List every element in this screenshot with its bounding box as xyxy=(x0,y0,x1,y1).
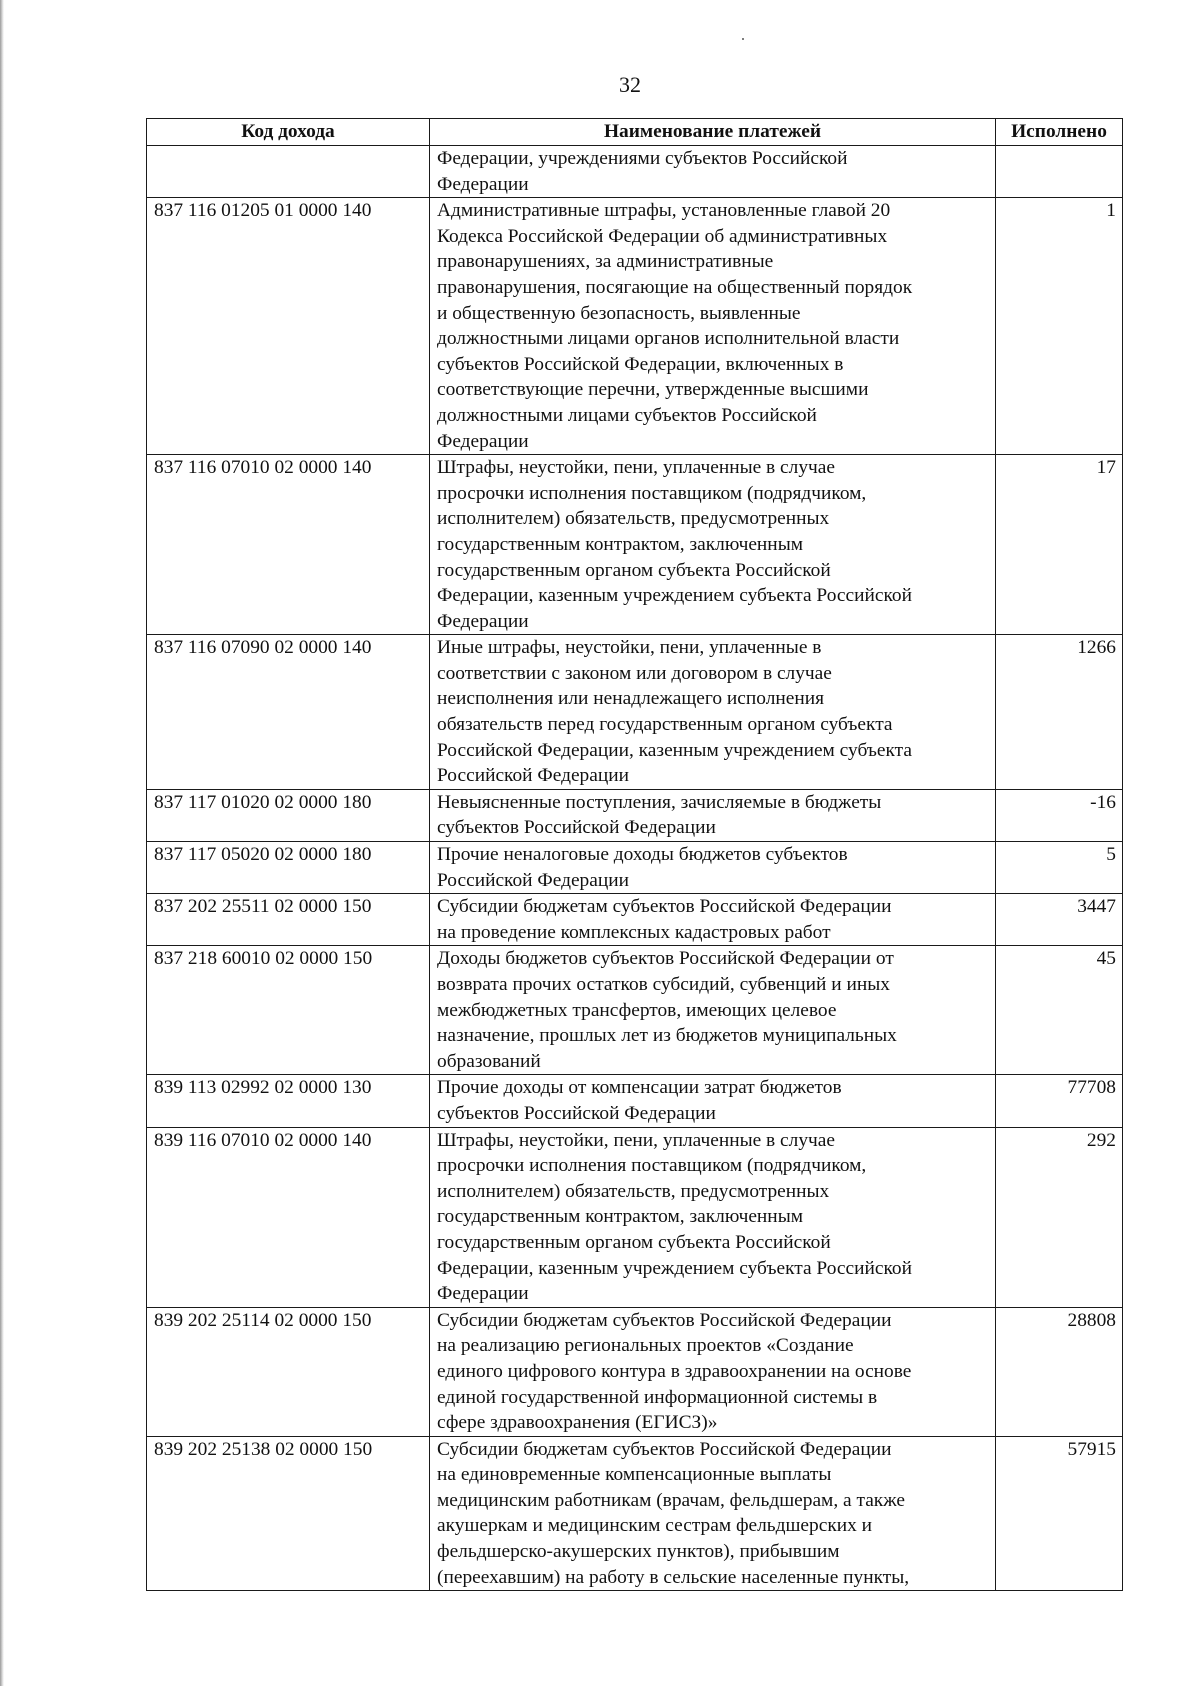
payment-name-line: медицинским работникам (врачам, фельдшерам, а также xyxy=(437,1489,905,1511)
executed-amount-cell: 1266 xyxy=(996,635,1123,790)
payment-name-line: соответствии с законом или договором в случае xyxy=(437,662,832,684)
payment-name-line: Прочие доходы от компенсации затрат бюджетов xyxy=(437,1077,842,1099)
table-header xyxy=(147,119,1123,146)
payment-name-line: субъектов Российской Федерации xyxy=(437,1102,716,1124)
payment-name-line: Субсидии бюджетам субъектов Российской Федерации xyxy=(437,1309,892,1331)
table-body xyxy=(147,146,1123,1591)
payment-name-line: государственным органом субъекта Российской xyxy=(437,1231,831,1253)
payment-name-line: Федерации, учреждениями субъектов Российской xyxy=(437,148,848,169)
payment-name-line: соответствующие перечни, утвержденные высшими xyxy=(437,379,869,401)
executed-amount-cell: 28808 xyxy=(996,1307,1123,1436)
payment-name-line: Федерации xyxy=(437,610,529,632)
payment-name-line: Российской Федерации xyxy=(437,869,629,891)
payment-name-cell xyxy=(430,146,996,198)
table-row xyxy=(147,635,1123,790)
payment-name-cell xyxy=(430,1127,996,1307)
payment-name-cell xyxy=(430,1307,996,1436)
payment-name-cell xyxy=(430,894,996,946)
executed-amount-cell: 77708 xyxy=(996,1075,1123,1127)
payment-name-line: Иные штрафы, неустойки, пени, уплаченные в xyxy=(437,637,822,659)
revenue-code-cell: 837 117 01020 02 0000 180 xyxy=(147,789,430,841)
table-row xyxy=(147,198,1123,455)
executed-amount-cell: 1 xyxy=(996,198,1123,455)
payment-name-line: Кодекса Российской Федерации об административных xyxy=(437,225,888,247)
page-number: 32 xyxy=(619,72,641,97)
payment-name-line: Штрафы, неустойки, пени, уплаченные в случае xyxy=(437,1129,835,1151)
payment-name-line: Субсидии бюджетам субъектов Российской Федерации xyxy=(437,1438,892,1460)
payment-name-line: субъектов Российской Федерации xyxy=(437,817,716,839)
payment-name-line: государственным органом субъекта Российской xyxy=(437,559,831,581)
payment-name-line: единой государственной информационной системы в xyxy=(437,1386,878,1408)
executed-amount-cell: 17 xyxy=(996,455,1123,635)
payment-name-line: исполнителем) обязательств, предусмотренных xyxy=(437,1180,830,1202)
payment-name-line: исполнителем) обязательств, предусмотренных xyxy=(437,508,830,530)
revenue-code-cell: 839 202 25138 02 0000 150 xyxy=(147,1436,430,1591)
executed-amount-cell: -16 xyxy=(996,789,1123,841)
executed-amount-cell xyxy=(996,146,1123,198)
payment-name-line: на проведение комплексных кадастровых работ xyxy=(437,921,831,943)
payment-name-line: Федерации, казенным учреждением субъекта Российской xyxy=(437,585,912,607)
table-row xyxy=(147,1075,1123,1127)
table-row xyxy=(147,842,1123,894)
payment-name-line: Федерации, казенным учреждением субъекта Российской xyxy=(437,1257,912,1279)
payment-name-cell xyxy=(430,842,996,894)
payment-name-cell xyxy=(430,455,996,635)
payment-name-cell xyxy=(430,789,996,841)
revenue-code-cell: 837 218 60010 02 0000 150 xyxy=(147,946,430,1075)
executed-amount-cell: 5 xyxy=(996,842,1123,894)
payment-name-line: субъектов Российской Федерации, включенных в xyxy=(437,353,844,375)
revenue-code-cell: 837 117 05020 02 0000 180 xyxy=(147,842,430,894)
payment-name-line: (переехавшим) на работу в сельские населенные пункты, xyxy=(437,1566,910,1588)
payment-name-cell xyxy=(430,1436,996,1591)
payment-name-line: Федерации xyxy=(437,1283,529,1305)
executed-amount-cell: 45 xyxy=(996,946,1123,1075)
table-row xyxy=(147,455,1123,635)
executed-amount-cell: 292 xyxy=(996,1127,1123,1307)
payment-name-line: акушеркам и медицинским сестрам фельдшерских и xyxy=(437,1515,873,1537)
payment-name-line: обязательств перед государственным органом субъекта xyxy=(437,714,893,736)
revenue-code-cell: 837 116 07090 02 0000 140 xyxy=(147,635,430,790)
payment-name-line: неисполнения или ненадлежащего исполнения xyxy=(437,688,825,710)
payment-name-line: сфере здравоохранения (ЕГИСЗ)» xyxy=(437,1412,718,1434)
payment-name-line: на единовременные компенсационные выплаты xyxy=(437,1464,832,1486)
payment-name-line: Федерации xyxy=(437,173,529,195)
table-row xyxy=(147,789,1123,841)
table-row xyxy=(147,1436,1123,1591)
executed-amount-cell: 57915 xyxy=(996,1436,1123,1591)
payment-name-line: просрочки исполнения поставщиком (подрядчиком, xyxy=(437,1155,867,1177)
executed-amount-cell: 3447 xyxy=(996,894,1123,946)
payment-name-line: единого цифрового контура в здравоохранении на основе xyxy=(437,1360,912,1382)
payment-name-line: фельдшерско-акушерских пунктов), прибывшим xyxy=(437,1541,840,1563)
scan-speck xyxy=(742,38,744,40)
payment-name-line: назначение, прошлых лет из бюджетов муниципальных xyxy=(437,1025,897,1047)
payment-name-line: правонарушениях, за административные xyxy=(437,251,774,273)
payment-name-line: Субсидии бюджетам субъектов Российской Федерации xyxy=(437,896,892,918)
payment-name-line: правонарушения, посягающие на общественный порядок xyxy=(437,276,913,298)
payment-name-line: Штрафы, неустойки, пени, уплаченные в случае xyxy=(437,457,835,479)
revenue-code-cell: 837 202 25511 02 0000 150 xyxy=(147,894,430,946)
table-row xyxy=(147,894,1123,946)
payment-name-line: государственным контрактом, заключенным xyxy=(437,533,803,555)
header-row xyxy=(147,119,1123,146)
payment-name-line: образований xyxy=(437,1050,541,1072)
payment-name-line: должностными лицами субъектов Российской xyxy=(437,404,817,426)
payment-name-cell xyxy=(430,1075,996,1127)
payment-name-line: межбюджетных трансфертов, имеющих целевое xyxy=(437,999,837,1021)
payment-name-line: и общественную безопасность, выявленные xyxy=(437,302,801,324)
revenue-code-cell xyxy=(147,146,430,198)
table-row xyxy=(147,1307,1123,1436)
scan-edge xyxy=(0,0,4,1686)
payment-name-line: Невыясненные поступления, зачисляемые в бюджеты xyxy=(437,791,882,813)
payment-name-line: Доходы бюджетов субъектов Российской Федерации от xyxy=(437,948,894,970)
revenue-table xyxy=(146,118,1123,1591)
revenue-code-cell: 839 113 02992 02 0000 130 xyxy=(147,1075,430,1127)
revenue-code-cell: 837 116 07010 02 0000 140 xyxy=(147,455,430,635)
revenue-code-cell: 839 202 25114 02 0000 150 xyxy=(147,1307,430,1436)
payment-name-line: Федерации xyxy=(437,430,529,452)
table-row xyxy=(147,1127,1123,1307)
table-row xyxy=(147,146,1123,198)
payment-name-cell xyxy=(430,946,996,1075)
payment-name-cell xyxy=(430,635,996,790)
payment-name-line: на реализацию региональных проектов «Создание xyxy=(437,1335,854,1357)
payment-name-line: государственным контрактом, заключенным xyxy=(437,1206,803,1228)
header-name: Наименование платежей xyxy=(430,119,996,146)
table-row xyxy=(147,946,1123,1075)
payment-name-line: Прочие неналоговые доходы бюджетов субъектов xyxy=(437,844,848,866)
header-executed: Исполнено xyxy=(996,119,1123,146)
payment-name-line: Административные штрафы, установленные главой 20 xyxy=(437,200,891,222)
payment-name-line: Российской Федерации xyxy=(437,765,629,787)
payment-name-line: просрочки исполнения поставщиком (подрядчиком, xyxy=(437,482,867,504)
payment-name-line: Российской Федерации, казенным учреждением субъекта xyxy=(437,739,912,761)
payment-name-line: должностными лицами органов исполнительной власти xyxy=(437,328,900,350)
revenue-code-cell: 837 116 01205 01 0000 140 xyxy=(147,198,430,455)
header-code: Код дохода xyxy=(147,119,430,146)
revenue-code-cell: 839 116 07010 02 0000 140 xyxy=(147,1127,430,1307)
payment-name-cell xyxy=(430,198,996,455)
payment-name-line: возврата прочих остатков субсидий, субвенций и иных xyxy=(437,974,890,995)
